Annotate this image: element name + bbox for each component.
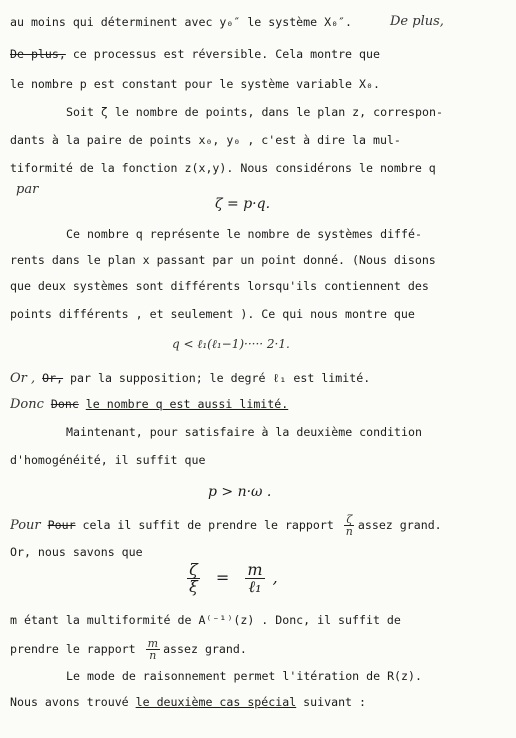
text-line: Ce nombre q représente le nombre de systèmes diffé- <box>66 227 422 241</box>
handwritten-correction: De plus, <box>390 14 444 29</box>
equation: $\frac{\zeta}{\xi}$ = $\frac{m}{\text{ℓ₁}}$ , <box>189 560 278 596</box>
equation: ζ = p·q. <box>215 196 271 212</box>
text-line: au moins qui déterminent avec y₀″ le système X₀″. De plus, <box>10 14 444 29</box>
equation: q < ℓ₁(ℓ₁−1)····· 2·1. <box>172 337 290 351</box>
text-line: Maintenant, pour satisfaire à la deuxième condition <box>66 425 422 439</box>
text-line: tiformité de la fonction z(x,y). Nous considérons le nombre q <box>10 161 436 175</box>
text-line: Or, nous savons que <box>10 545 143 559</box>
text-line: Nous avons trouvé le deuxième cas spécial suivant : <box>10 695 366 709</box>
fraction: $\frac{\zeta}{n}$ <box>345 514 353 537</box>
fraction: $\frac{\zeta}{\xi}$ <box>189 560 198 596</box>
struck-text: Donc <box>50 397 79 411</box>
fraction: $\frac{m}{n}$ <box>147 638 159 661</box>
text-line: m étant la multiformité de A⁽⁻¹⁾(z) . Donc, il suffit de <box>10 613 401 627</box>
text-line: d'homogénéité, il suffit que <box>10 453 206 467</box>
text-line: Pour Pour cela il suffit de prendre le rapport $\frac{\zeta}{n}$ assez grand. <box>10 514 442 537</box>
underlined-text: le nombre q est aussi limité. <box>85 397 289 411</box>
text-line: que deux systèmes sont différents lorsqu'ils contiennent des <box>10 279 429 293</box>
struck-text: Pour <box>47 518 76 532</box>
handwritten-correction: Donc <box>10 397 44 412</box>
struck-text: Or, <box>42 371 64 385</box>
struck-text: De plus, <box>10 47 66 61</box>
text-line: prendre le rapport $\frac{m}{n}$ assez grand. <box>10 638 247 661</box>
text-line: Or , Or, par la supposition; le degré ℓ₁ est limité. <box>10 371 371 386</box>
fraction: $\frac{m}{\text{ℓ₁}}$ <box>247 560 263 596</box>
text-line: De plus, ce processus est réversible. Cela montre que <box>10 47 380 61</box>
handwritten-correction: Pour <box>10 518 41 533</box>
underlined-text: le deuxième cas spécial <box>135 695 297 709</box>
handwritten-correction: Or , <box>10 371 36 386</box>
text-line: points différents , et seulement ). Ce qui nous montre que <box>10 307 415 321</box>
text-line: rents dans le plan x passant par un point donné. (Nous disons <box>10 253 436 267</box>
text-line: dants à la paire de points x₀, y₀ , c'est à dire la mul- <box>10 133 401 147</box>
text-line <box>10 396 504 413</box>
text-line: Le mode de raisonnement permet l'itération de R(z). <box>66 669 422 683</box>
handwritten-note: par <box>16 182 39 197</box>
text-line: Soit ζ le nombre de points, dans le plan z, correspon- <box>66 105 443 119</box>
equation: p > n·ω . <box>208 484 272 500</box>
text-line: le nombre p est constant pour le système variable X₀. <box>10 77 380 91</box>
